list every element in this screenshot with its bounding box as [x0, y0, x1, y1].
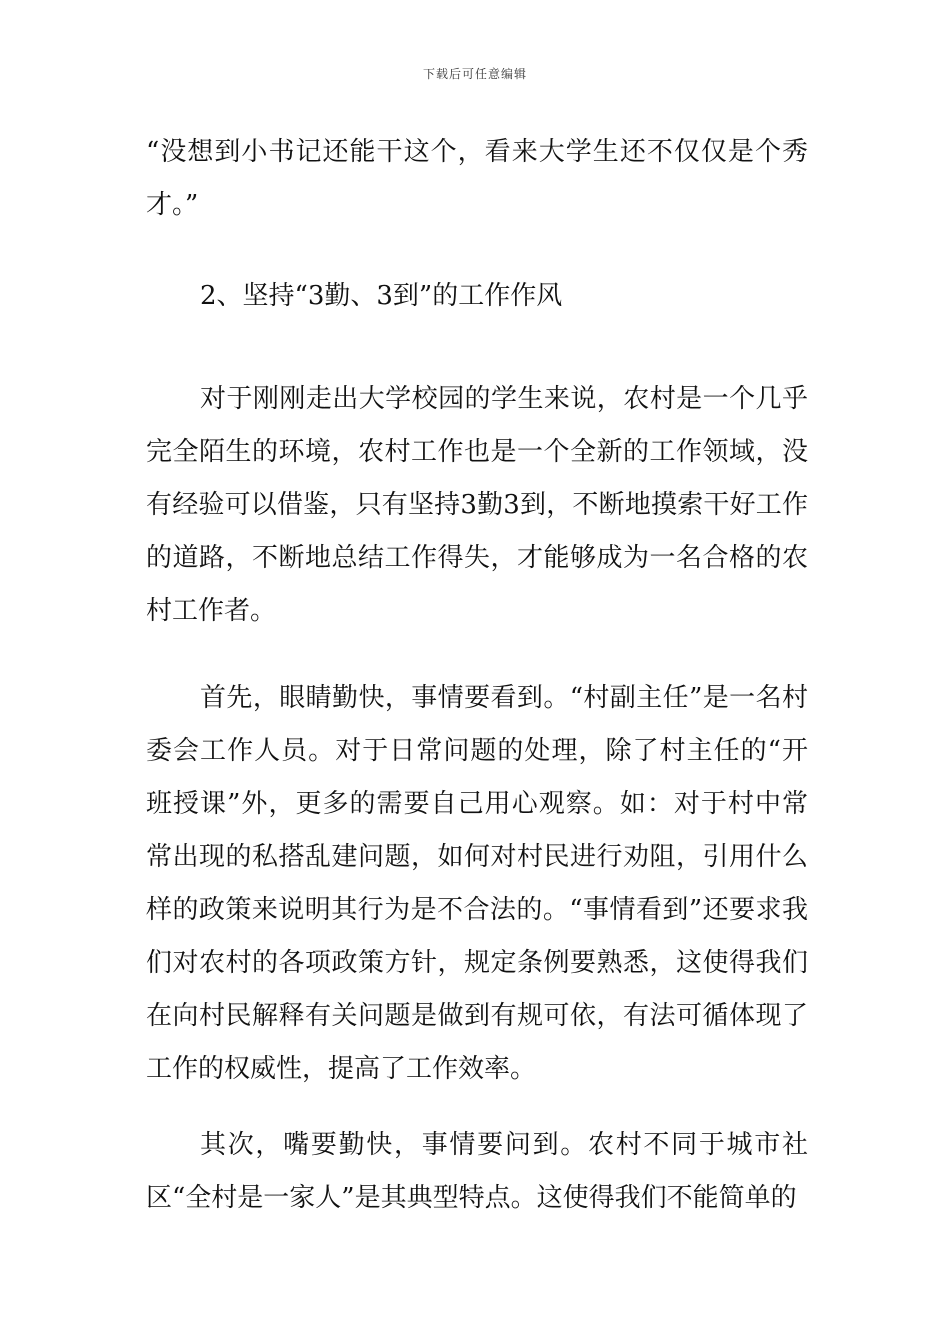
paragraph-quote: “没想到小书记还能干这个，看来大学生还不仅仅是个秀才。”: [146, 137, 808, 220]
section-heading: 2、坚持“3勤、3到”的工作作风: [200, 281, 563, 311]
header-note: 下载后可任意编辑: [422, 67, 527, 81]
paragraph-second: 其次，嘴要勤快，事情要问到。农村不同于城市社区“全村是一家人”是其典型特点。这使得我们不能简单的: [146, 1130, 808, 1213]
paragraph-intro: 对于刚刚走出大学校园的学生来说，农村是一个几乎完全陌生的环境，农村工作也是一个全新的工作领域，没有经验可以借鉴，只有坚持3勤3到，不断地摸索干好工作的道路，不断地总结工作得失，才能够成为一名合格的农村工作者。: [146, 384, 808, 626]
paragraph-first: 首先，眼睛勤快，事情要看到。“村副主任”是一名村委会工作人员。对于日常问题的处理，除了村主任的“开班授课”外，更多的需要自己用心观察。如：对于村中常常出现的私搭乱建问题，如何对村民进行劝阻，引用什么样的政策来说明其行为是不合法的。“事情看到”还要求我们对农村的各项政策方针，规定条例要熟悉，这使得我们在向村民解释有关问题是做到有规可依，有法可循体现了工作的权威性，提高了工作效率。: [146, 683, 808, 1084]
